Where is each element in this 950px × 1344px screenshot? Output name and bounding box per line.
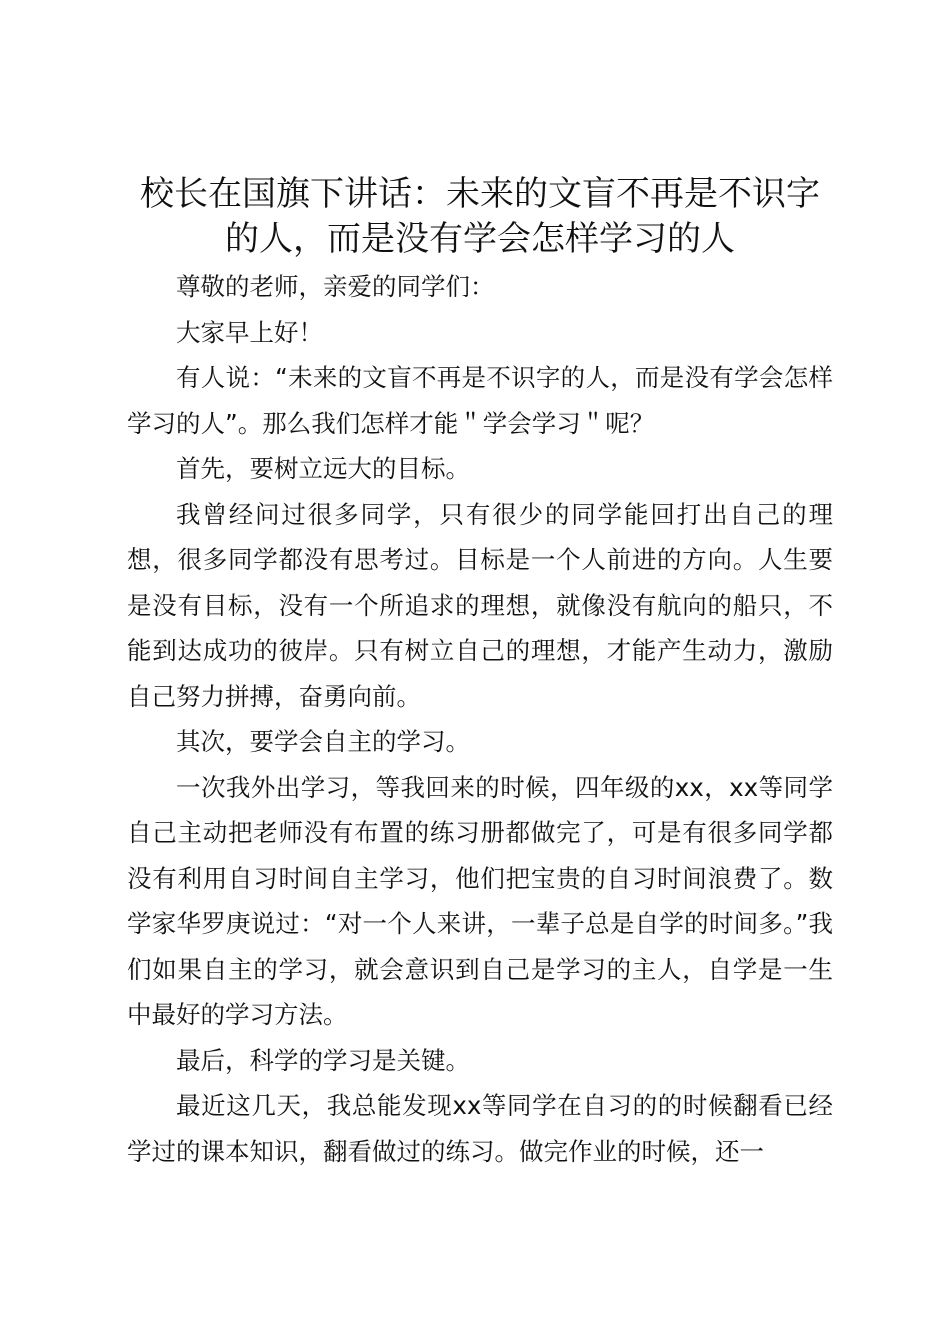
document-body bbox=[127, 264, 833, 1174]
salutation: 尊敬的老师，亲爱的同学们： bbox=[176, 272, 495, 301]
paragraph-goal: 我曾经问过很多同学，只有很少的同学能回打出自己的理想，很多同学都没有思考过。目标是一个人前进的方向。人生要是没有目标，没有一个所追求的理想，就像没有航向的船只，不能到达成功的彼岸。只有树立自己的理想，才能产生动力，激励自己努力拼搏，奋勇向前。 bbox=[127, 499, 833, 711]
paragraph-scientific-study: 最近这几天，我总能发现xx等同学在自习的的时候翻看已经学过的课本知识，翻看做过的练习。做完作业的时候，还一 bbox=[127, 1091, 833, 1166]
document-title bbox=[127, 172, 833, 262]
paragraph-self-study: 一次我外出学习，等我回来的时候，四年级的xx，xx等同学自己主动把老师没有布置的练习册都做完了，可是有很多同学都没有利用自习时间自主学习，他们把宝贵的自习时间浪费了。数学家华罗庚说过：“对一个人来讲，一辈子总是自学的时间多。”我们如果自主的学习，就会意识到自己是学习的主人，自学是一生中最好的学习方法。 bbox=[127, 772, 833, 1029]
paragraph-point-3: 最后，科学的学习是关键。 bbox=[176, 1045, 470, 1075]
title-line-1: 校长在国旗下讲话：未来的文盲不再是不识字 bbox=[140, 174, 820, 214]
document-page bbox=[127, 172, 833, 1174]
paragraph-intro: 有人说：“未来的文盲不再是不识字的人，而是没有学会怎样学习的人”。那么我们怎样才能＂学会学习＂呢？ bbox=[127, 363, 833, 438]
paragraph-point-2: 其次，要学会自主的学习。 bbox=[176, 727, 470, 756]
greeting: 大家早上好！ bbox=[176, 317, 323, 347]
title-line-2: 的人，而是没有学会怎样学习的人 bbox=[225, 219, 735, 259]
paragraph-point-1: 首先，要树立远大的目标。 bbox=[176, 454, 470, 483]
